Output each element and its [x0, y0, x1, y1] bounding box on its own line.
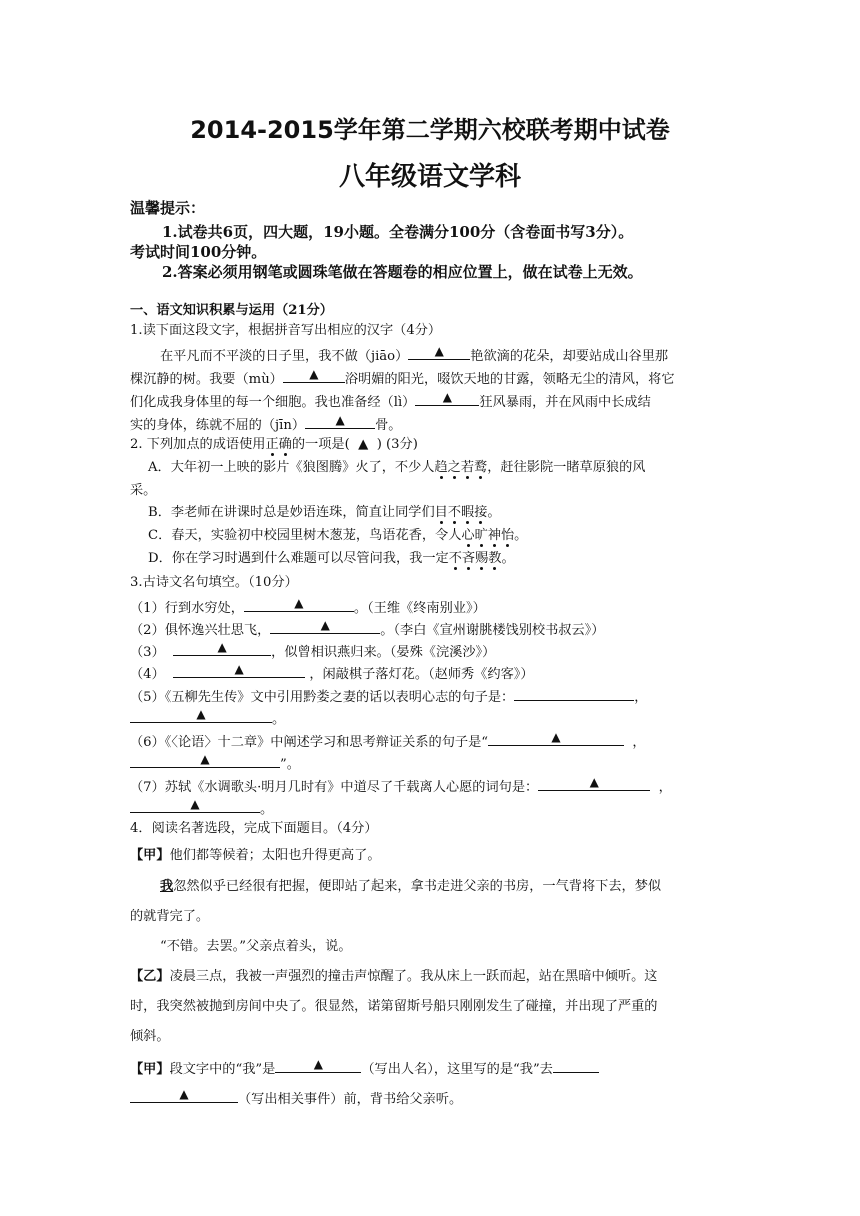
q2-answer-marker: ▲ [358, 437, 369, 452]
tips-item-1-cont: 考试时间100分钟。 [130, 243, 267, 261]
q3-blank-7b: ▲ [130, 796, 260, 813]
q3-sentence-6: （6）《〈论语〉十二章》中阐述学习和思考辩证关系的句子是“ ▲ ， [130, 730, 646, 750]
q1-line-4: 实的身体，练就不屈的（jīn） ▲ 骨。 [130, 413, 402, 433]
q3-sentence-7: （7）苏轼《水调歌头·明月几时有》中道尽了千载离人心愿的词句是： ▲ ， [130, 775, 672, 795]
q4-blank-2a [553, 1056, 599, 1073]
exam-title: 2014-2015学年第二学期六校联考期中试卷 [190, 116, 670, 144]
q3-blank-5b: ▲ [130, 706, 272, 723]
exam-subtitle: 八年级语文学科 [338, 162, 521, 192]
q4-underlined-word: 我 [160, 879, 174, 894]
q2-option-b-idiom: 目不暇接 [434, 505, 488, 520]
q2-option-c-idiom: 心旷神怡 [461, 528, 515, 543]
q3-sentence-5-cont: ▲ 。 [130, 706, 740, 731]
tips-item-2: 2.答案必须用钢笔或圆珠笔做在答题卷的相应位置上，做在试卷上无效。 [162, 263, 643, 281]
q3-sentence-3: （3） ▲ ，似曾相识燕归来。（晏殊《浣溪沙》） [130, 640, 496, 660]
q3-blank-2: ▲ [270, 617, 380, 634]
q3-sentence-5: （5）《五柳先生传》文中引用黔娄之妻的话以表明心志的句子是： ， [130, 684, 740, 709]
q2-option-a-cont: 采。 [130, 483, 157, 498]
q3-sentence-2: （2）俱怀逸兴壮思飞， ▲ 。（李白《宣州谢朓楼饯别校书叔云》） [130, 618, 605, 638]
q4-blank-1: ▲ [275, 1056, 361, 1073]
q2-option-d-idiom: 不吝赐教 [448, 551, 502, 566]
q3-blank-5a [514, 684, 634, 701]
q4-jia-line-1: 【甲】他们都等候着；太阳也升得更高了。 [130, 848, 381, 863]
section-1-heading: 一、语文知识积累与运用（21分） [130, 303, 333, 318]
q4-question-line-2: ▲ （写出相关事件）前，背书给父亲听。 [130, 1086, 740, 1111]
q1-line-3: 们化成我身体里的每一个细胞。我也准备经（lì） ▲ 狂风暴雨，并在风雨中长成结 [130, 390, 651, 410]
q2-option-d: D．你在学习时遇到什么难题可以尽管问我，我一定不吝赐教。 [148, 551, 515, 566]
q3-prompt: 3.古诗文名句填空。（10分） [130, 575, 298, 590]
q3-blank-6b: ▲ [130, 751, 280, 768]
q4-yi-line-1: 【乙】凌晨三点，我被一声强烈的撞击声惊醒了。我从床上一跃而起，站在黑暗中倾听。这 [130, 969, 658, 984]
q1-line-1: 在平凡而不平淡的日子里，我不做（jiāo） ▲ 艳欲滴的花朵，却要站成山谷里那 [160, 344, 669, 364]
q4-yi-line-3: 倾斜。 [130, 1029, 170, 1044]
q1-blank-1: ▲ [408, 343, 470, 360]
q1-line-2: 棵沉静的树。我要（mù） ▲ 浴明媚的阳光，啜饮天地的甘露，领略无尘的清风，将它 [130, 367, 675, 387]
q3-blank-7a: ▲ [538, 774, 650, 791]
tips-item-1: 1.试卷共6页，四大题，19小题。全卷满分100分（含卷面书写3分）。 [162, 223, 634, 241]
q3-sentence-4: （4） ▲ ，闲敲棋子落灯花。（赵师秀《约客》） [130, 662, 534, 682]
q1-blank-4: ▲ [305, 412, 375, 429]
q1-prompt: 1.读下面这段文字，根据拼音写出相应的汉字（4分） [130, 323, 442, 338]
q4-blank-2b: ▲ [130, 1086, 238, 1103]
q4-prompt: 4．阅读名著选段，完成下面题目。（4分） [130, 821, 378, 836]
q2-prompt: 2. 下列加点的成语使用正确的一项是( ▲ ) (3分) [130, 437, 418, 452]
q4-question-line-1: 【甲】段文字中的“我”是 ▲ （写出人名），这里写的是“我”去 [130, 1056, 740, 1081]
q1-blank-2: ▲ [283, 366, 345, 383]
q4-jia-line-3: 的就背完了。 [130, 909, 210, 924]
q2-option-b: B．李老师在讲课时总是妙语连珠，简直让同学们目不暇接。 [148, 505, 501, 520]
q3-blank-6a: ▲ [488, 729, 624, 746]
q2-option-c: C．春天，实验初中校园里树木葱茏，鸟语花香，令人心旷神怡。 [148, 528, 528, 543]
q3-blank-3: ▲ [173, 639, 271, 656]
q4-yi-line-2: 时，我突然被抛到房间中央了。很显然，诺第留斯号船只刚刚发生了碰撞，并出现了严重的 [130, 999, 658, 1014]
q3-blank-4: ▲ [173, 661, 305, 678]
q3-blank-1: ▲ [244, 595, 354, 612]
q2-dotted-word: 正确 [265, 437, 292, 452]
q4-jia-line-2: 我忽然似乎已经很有把握，便即站了起来，拿书走进父亲的书房，一气背将下去，梦似 [160, 879, 662, 894]
q3-sentence-6-cont: ▲ ”。 [130, 751, 740, 776]
tips-heading: 温馨提示： [130, 199, 206, 217]
q2-option-a: A．大年初一上映的影片《狼图腾》火了，不少人趋之若鹜，赶往影院一睹草原狼的风 [148, 460, 646, 475]
q1-blank-3: ▲ [415, 389, 479, 406]
q4-jia-line-4: “不错。去罢。”父亲点着头，说。 [160, 939, 352, 954]
q3-sentence-1: （1）行到水穷处， ▲ 。（王维《终南别业》） [130, 596, 486, 616]
q2-option-a-idiom: 趋之若鹜 [434, 460, 488, 475]
q3-sentence-7-cont: ▲ 。 [130, 796, 740, 821]
